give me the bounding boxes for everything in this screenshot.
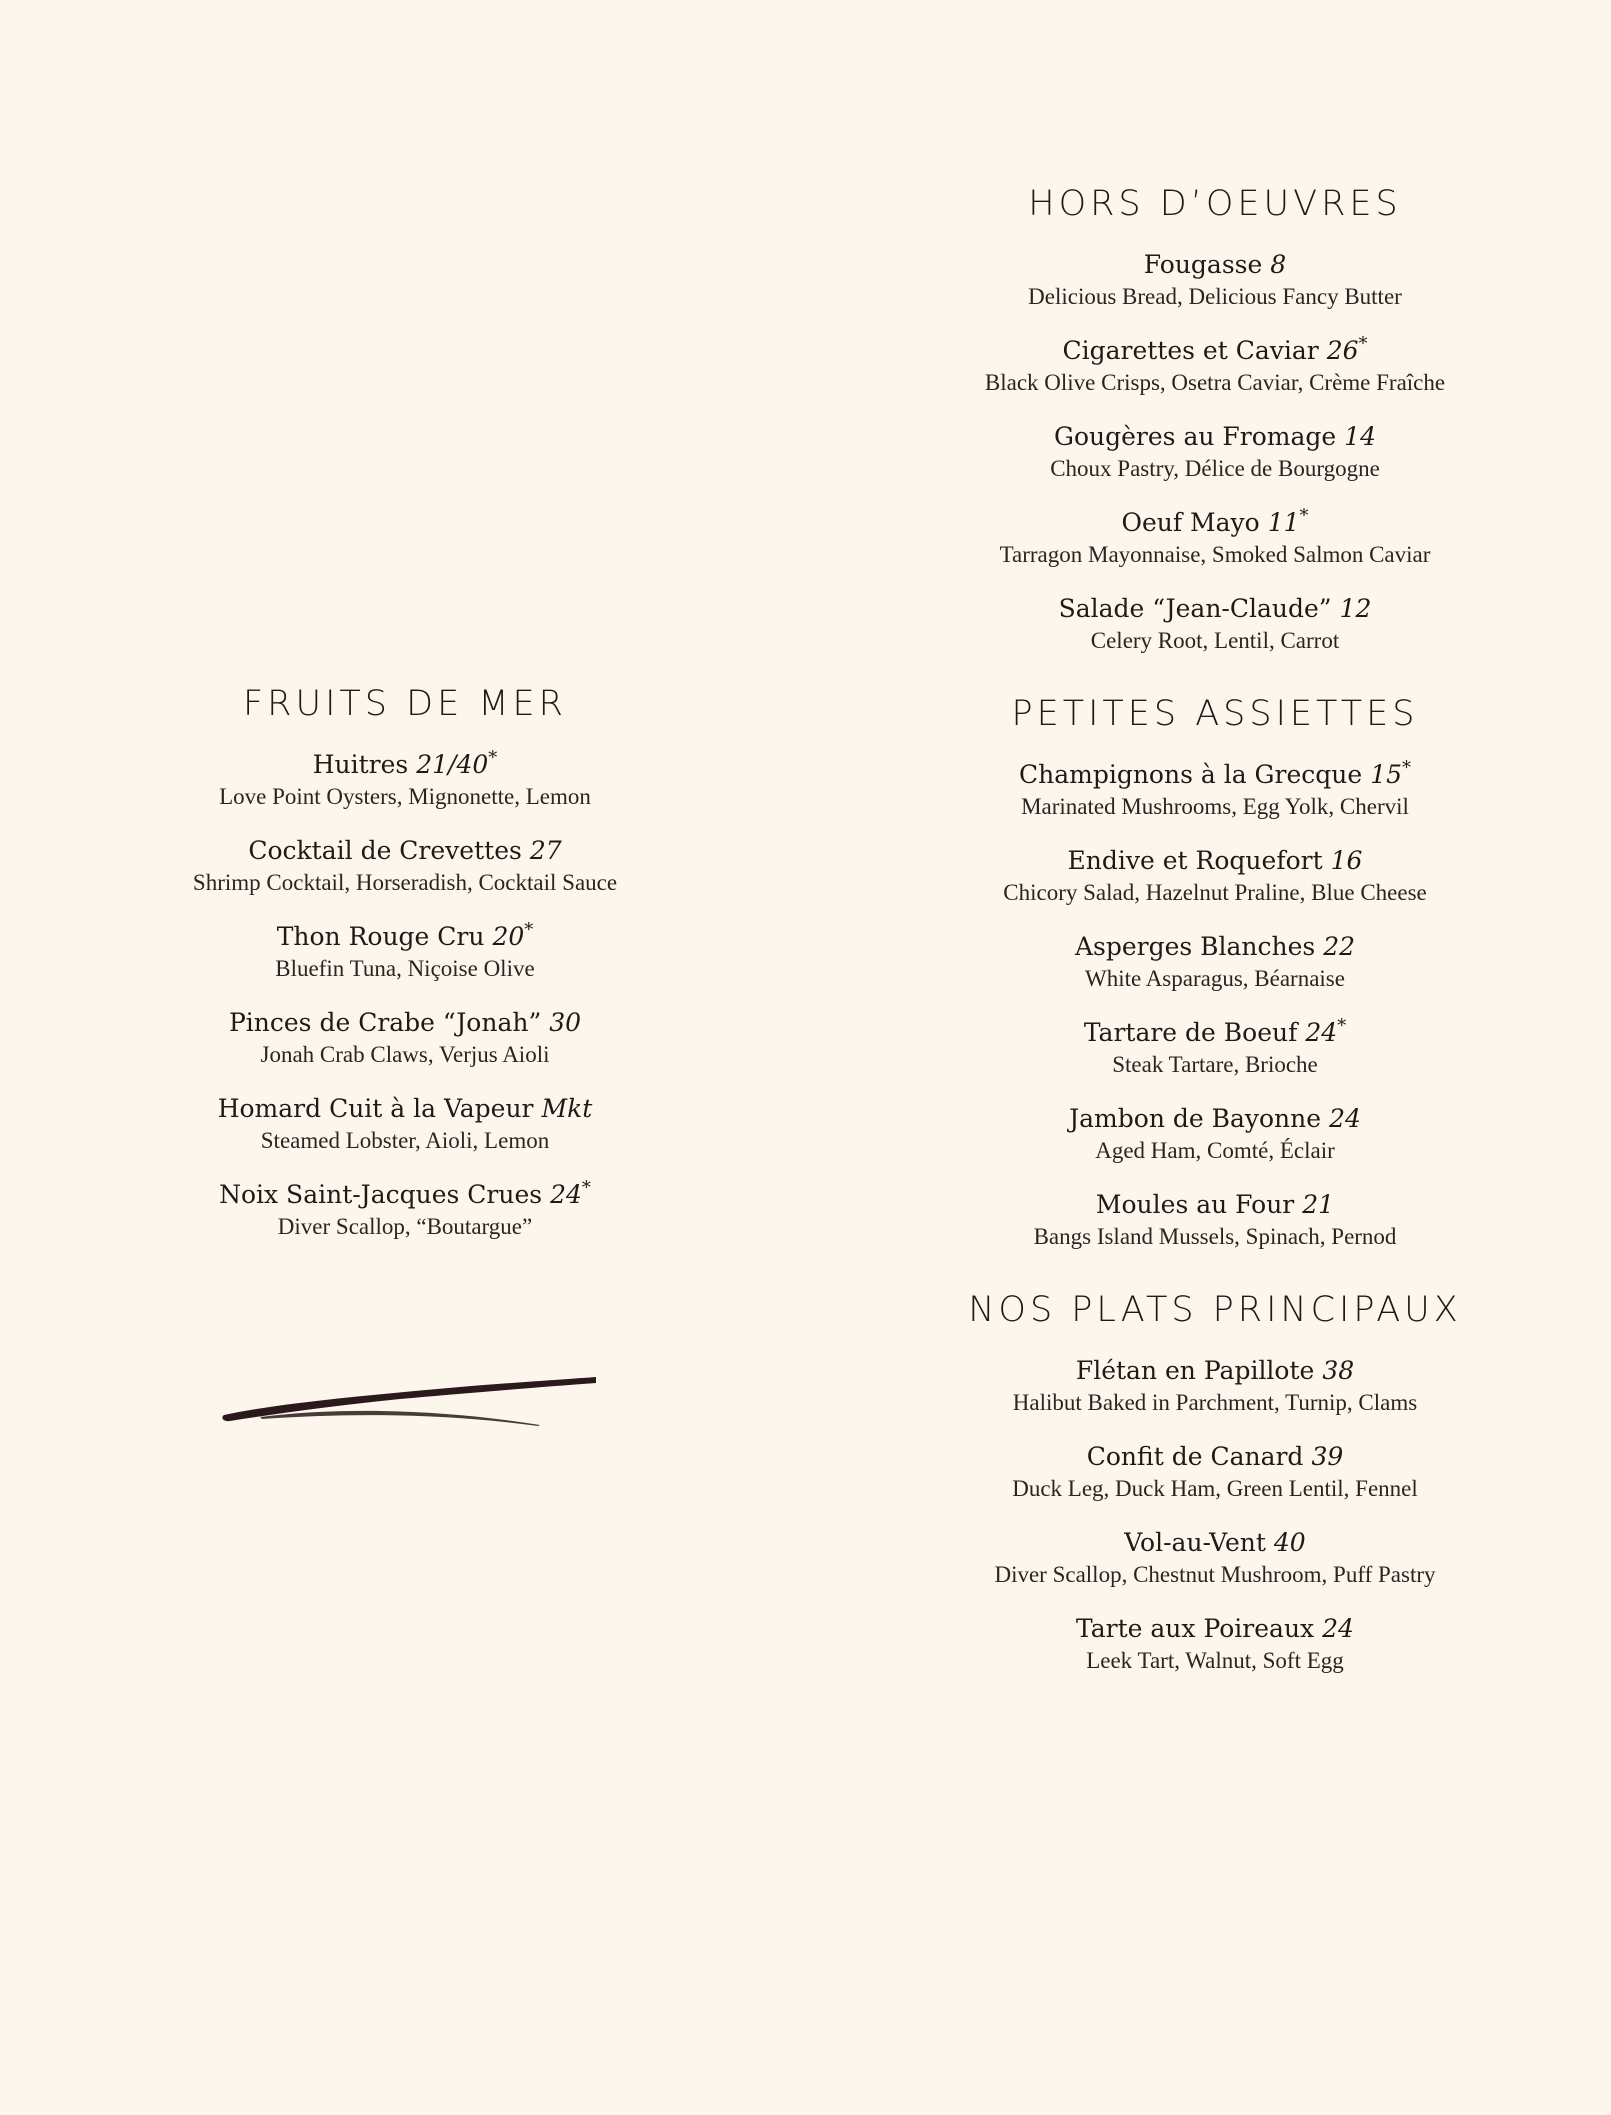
menu-item-price: 22 <box>1323 932 1356 961</box>
menu-item-price: 40 <box>1273 1528 1306 1557</box>
menu-item <box>935 930 1495 994</box>
menu-item-description: Steak Tartare, Brioche <box>1112 1052 1318 1077</box>
menu-item <box>935 420 1495 484</box>
menu-item-description: Halibut Baked in Parchment, Turnip, Clams <box>1012 1390 1418 1415</box>
menu-item <box>935 1612 1495 1676</box>
menu-item <box>935 1016 1495 1080</box>
menu-item-price: 16 <box>1330 846 1363 875</box>
menu-item <box>935 844 1495 908</box>
section-title: NOS PLATS PRINCIPAUX <box>968 1290 1462 1330</box>
menu-item-name: Noix Saint-Jacques Crues <box>219 1180 543 1209</box>
menu-item <box>935 758 1495 822</box>
menu-item-line <box>935 506 1495 540</box>
menu-item-price: 21/40 <box>416 750 489 779</box>
menu-item-description: Marinated Mushrooms, Egg Yolk, Chervil <box>1021 794 1409 819</box>
raw-food-asterisk: * <box>1299 505 1309 527</box>
menu-item-description: White Asparagus, Béarnaise <box>1085 966 1345 991</box>
menu-item <box>140 1178 670 1242</box>
section-title: HORS D’OEUVRES <box>1028 184 1402 224</box>
menu-item-description: Celery Root, Lentil, Carrot <box>1090 628 1340 653</box>
raw-food-asterisk: * <box>581 1177 591 1199</box>
menu-item-name: Moules au Four <box>1095 1190 1295 1219</box>
menu-item-price: 27 <box>529 836 562 865</box>
menu-item-description: Bluefin Tuna, Niçoise Olive <box>275 956 535 981</box>
menu-item-description: Leek Tart, Walnut, Soft Egg <box>1086 1648 1344 1673</box>
menu-item-description: Choux Pastry, Délice de Bourgogne <box>1050 456 1380 481</box>
raw-food-asterisk: * <box>524 919 534 941</box>
menu-item <box>935 592 1495 656</box>
menu-item-price: 21 <box>1302 1190 1335 1219</box>
menu-item <box>935 1440 1495 1504</box>
right-column <box>935 180 1495 1710</box>
menu-item <box>935 1354 1495 1418</box>
menu-section-petites-assiettes <box>935 690 1495 1252</box>
menu-item-line <box>140 1092 670 1126</box>
menu-section-hors-d-oeuvres <box>935 180 1495 656</box>
menu-item-name: Tartare de Boeuf <box>1083 1018 1298 1047</box>
menu-item-name: Endive et Roquefort <box>1067 846 1323 875</box>
raw-food-asterisk: * <box>1337 1015 1347 1037</box>
menu-item-line <box>935 1188 1495 1222</box>
menu-item-name: Confit de Canard <box>1086 1442 1304 1471</box>
menu-item-name: Flétan en Papillote <box>1075 1356 1315 1385</box>
menu-item-description: Shrimp Cocktail, Horseradish, Cocktail Sauce <box>192 870 618 895</box>
menu-item <box>140 834 670 898</box>
menu-item-price: 24 <box>550 1180 582 1209</box>
menu-item-price: 24 <box>1329 1104 1361 1133</box>
menu-item-line <box>935 248 1495 282</box>
menu-item <box>935 506 1495 570</box>
menu-item-line <box>935 592 1495 626</box>
menu-item-name: Vol-au-Vent <box>1124 1528 1266 1557</box>
menu-item-line <box>140 834 670 868</box>
menu-item <box>140 1006 670 1070</box>
menu-item-name: Cigarettes et Caviar <box>1062 336 1319 365</box>
menu-item-line <box>935 420 1495 454</box>
raw-food-asterisk: * <box>1402 757 1411 779</box>
menu-item <box>935 334 1495 398</box>
menu-item-name: Jambon de Bayonne <box>1069 1104 1322 1133</box>
menu-item-price: 39 <box>1311 1442 1344 1471</box>
menu-item-line <box>935 930 1495 964</box>
menu-item-price: 12 <box>1339 594 1372 623</box>
menu-item-price: 8 <box>1270 250 1287 279</box>
menu-item-line <box>935 844 1495 878</box>
menu-item <box>935 1188 1495 1252</box>
menu-item-name: Cocktail de Crevettes <box>248 836 522 865</box>
menu-item-description: Duck Leg, Duck Ham, Green Lentil, Fennel <box>1012 1476 1418 1501</box>
menu-item-name: Tarte aux Poireaux <box>1076 1614 1315 1643</box>
menu-item-line <box>935 1016 1495 1050</box>
menu-item <box>935 248 1495 312</box>
menu-item-name: Salade “Jean-Claude” <box>1058 594 1332 623</box>
menu-item-name: Homard Cuit à la Vapeur <box>217 1094 534 1123</box>
menu-item-price: 38 <box>1322 1356 1355 1385</box>
menu-item-line <box>935 1612 1495 1646</box>
menu-item <box>140 920 670 984</box>
menu-item-name: Thon Rouge Cru <box>276 922 485 951</box>
section-title: PETITES ASSIETTES <box>1011 694 1419 734</box>
brush-stroke-tail <box>260 1411 540 1426</box>
menu-item-line <box>140 1006 670 1040</box>
menu-item-description: Diver Scallop, Chestnut Mushroom, Puff Pastry <box>994 1562 1436 1587</box>
menu-item <box>140 1092 670 1156</box>
menu-item-price: 30 <box>549 1008 582 1037</box>
menu-item-name: Champignons à la Grecque <box>1018 760 1363 789</box>
menu-item-line <box>935 758 1495 792</box>
menu-item-description: Jonah Crab Claws, Verjus Aioli <box>260 1042 550 1067</box>
menu-item <box>935 1102 1495 1166</box>
menu-item-line <box>935 1354 1495 1388</box>
menu-item-line <box>935 1440 1495 1474</box>
menu-item-line <box>935 1526 1495 1560</box>
menu-item-price: 24 <box>1322 1614 1354 1643</box>
menu-item-line <box>140 1178 670 1212</box>
menu-item-line <box>935 334 1495 368</box>
menu-item-price: 20 <box>492 922 525 951</box>
raw-food-asterisk: * <box>1358 333 1368 355</box>
menu-item <box>140 748 670 812</box>
menu-item-name: Asperges Blanches <box>1074 932 1316 961</box>
menu-item-name: Huitres <box>312 750 409 779</box>
menu-item-line <box>140 920 670 954</box>
menu-item-price: 15 <box>1370 760 1402 789</box>
menu-item-price: 14 <box>1344 422 1376 451</box>
menu-item-name: Oeuf Mayo <box>1121 508 1260 537</box>
brush-stroke-decoration <box>220 1355 600 1435</box>
menu-item-price: 11 <box>1267 508 1300 537</box>
menu-item-description: Love Point Oysters, Mignonette, Lemon <box>219 784 591 809</box>
menu-item-line <box>935 1102 1495 1136</box>
menu-item-description: Aged Ham, Comté, Éclair <box>1095 1138 1335 1163</box>
menu-item-name: Pinces de Crabe “Jonah” <box>228 1008 542 1037</box>
menu-item-line <box>140 748 670 782</box>
menu-item-description: Black Olive Crisps, Osetra Caviar, Crème Fraîche <box>984 370 1446 395</box>
menu-item-name: Gougères au Fromage <box>1054 422 1337 451</box>
menu-item-description: Delicious Bread, Delicious Fancy Butter <box>1028 284 1402 309</box>
menu-item-description: Steamed Lobster, Aioli, Lemon <box>260 1128 550 1153</box>
menu-section-nos-plats-principaux <box>935 1286 1495 1676</box>
menu-item <box>935 1526 1495 1590</box>
section-title: FRUITS DE MER <box>243 684 567 724</box>
menu-item-description: Bangs Island Mussels, Spinach, Pernod <box>1033 1224 1397 1249</box>
menu-item-price: 26 <box>1326 336 1359 365</box>
raw-food-asterisk: * <box>488 747 498 769</box>
menu-item-name: Fougasse <box>1143 250 1263 279</box>
menu-section-fruits-de-mer <box>140 680 670 1242</box>
menu-item-price: Mkt <box>541 1094 593 1123</box>
menu-item-description: Chicory Salad, Hazelnut Praline, Blue Cheese <box>1003 880 1427 905</box>
left-column <box>140 680 670 1276</box>
menu-item-description: Diver Scallop, “Boutargue” <box>277 1214 533 1239</box>
menu-item-price: 24 <box>1305 1018 1338 1047</box>
menu-item-description: Tarragon Mayonnaise, Smoked Salmon Caviar <box>999 542 1431 567</box>
